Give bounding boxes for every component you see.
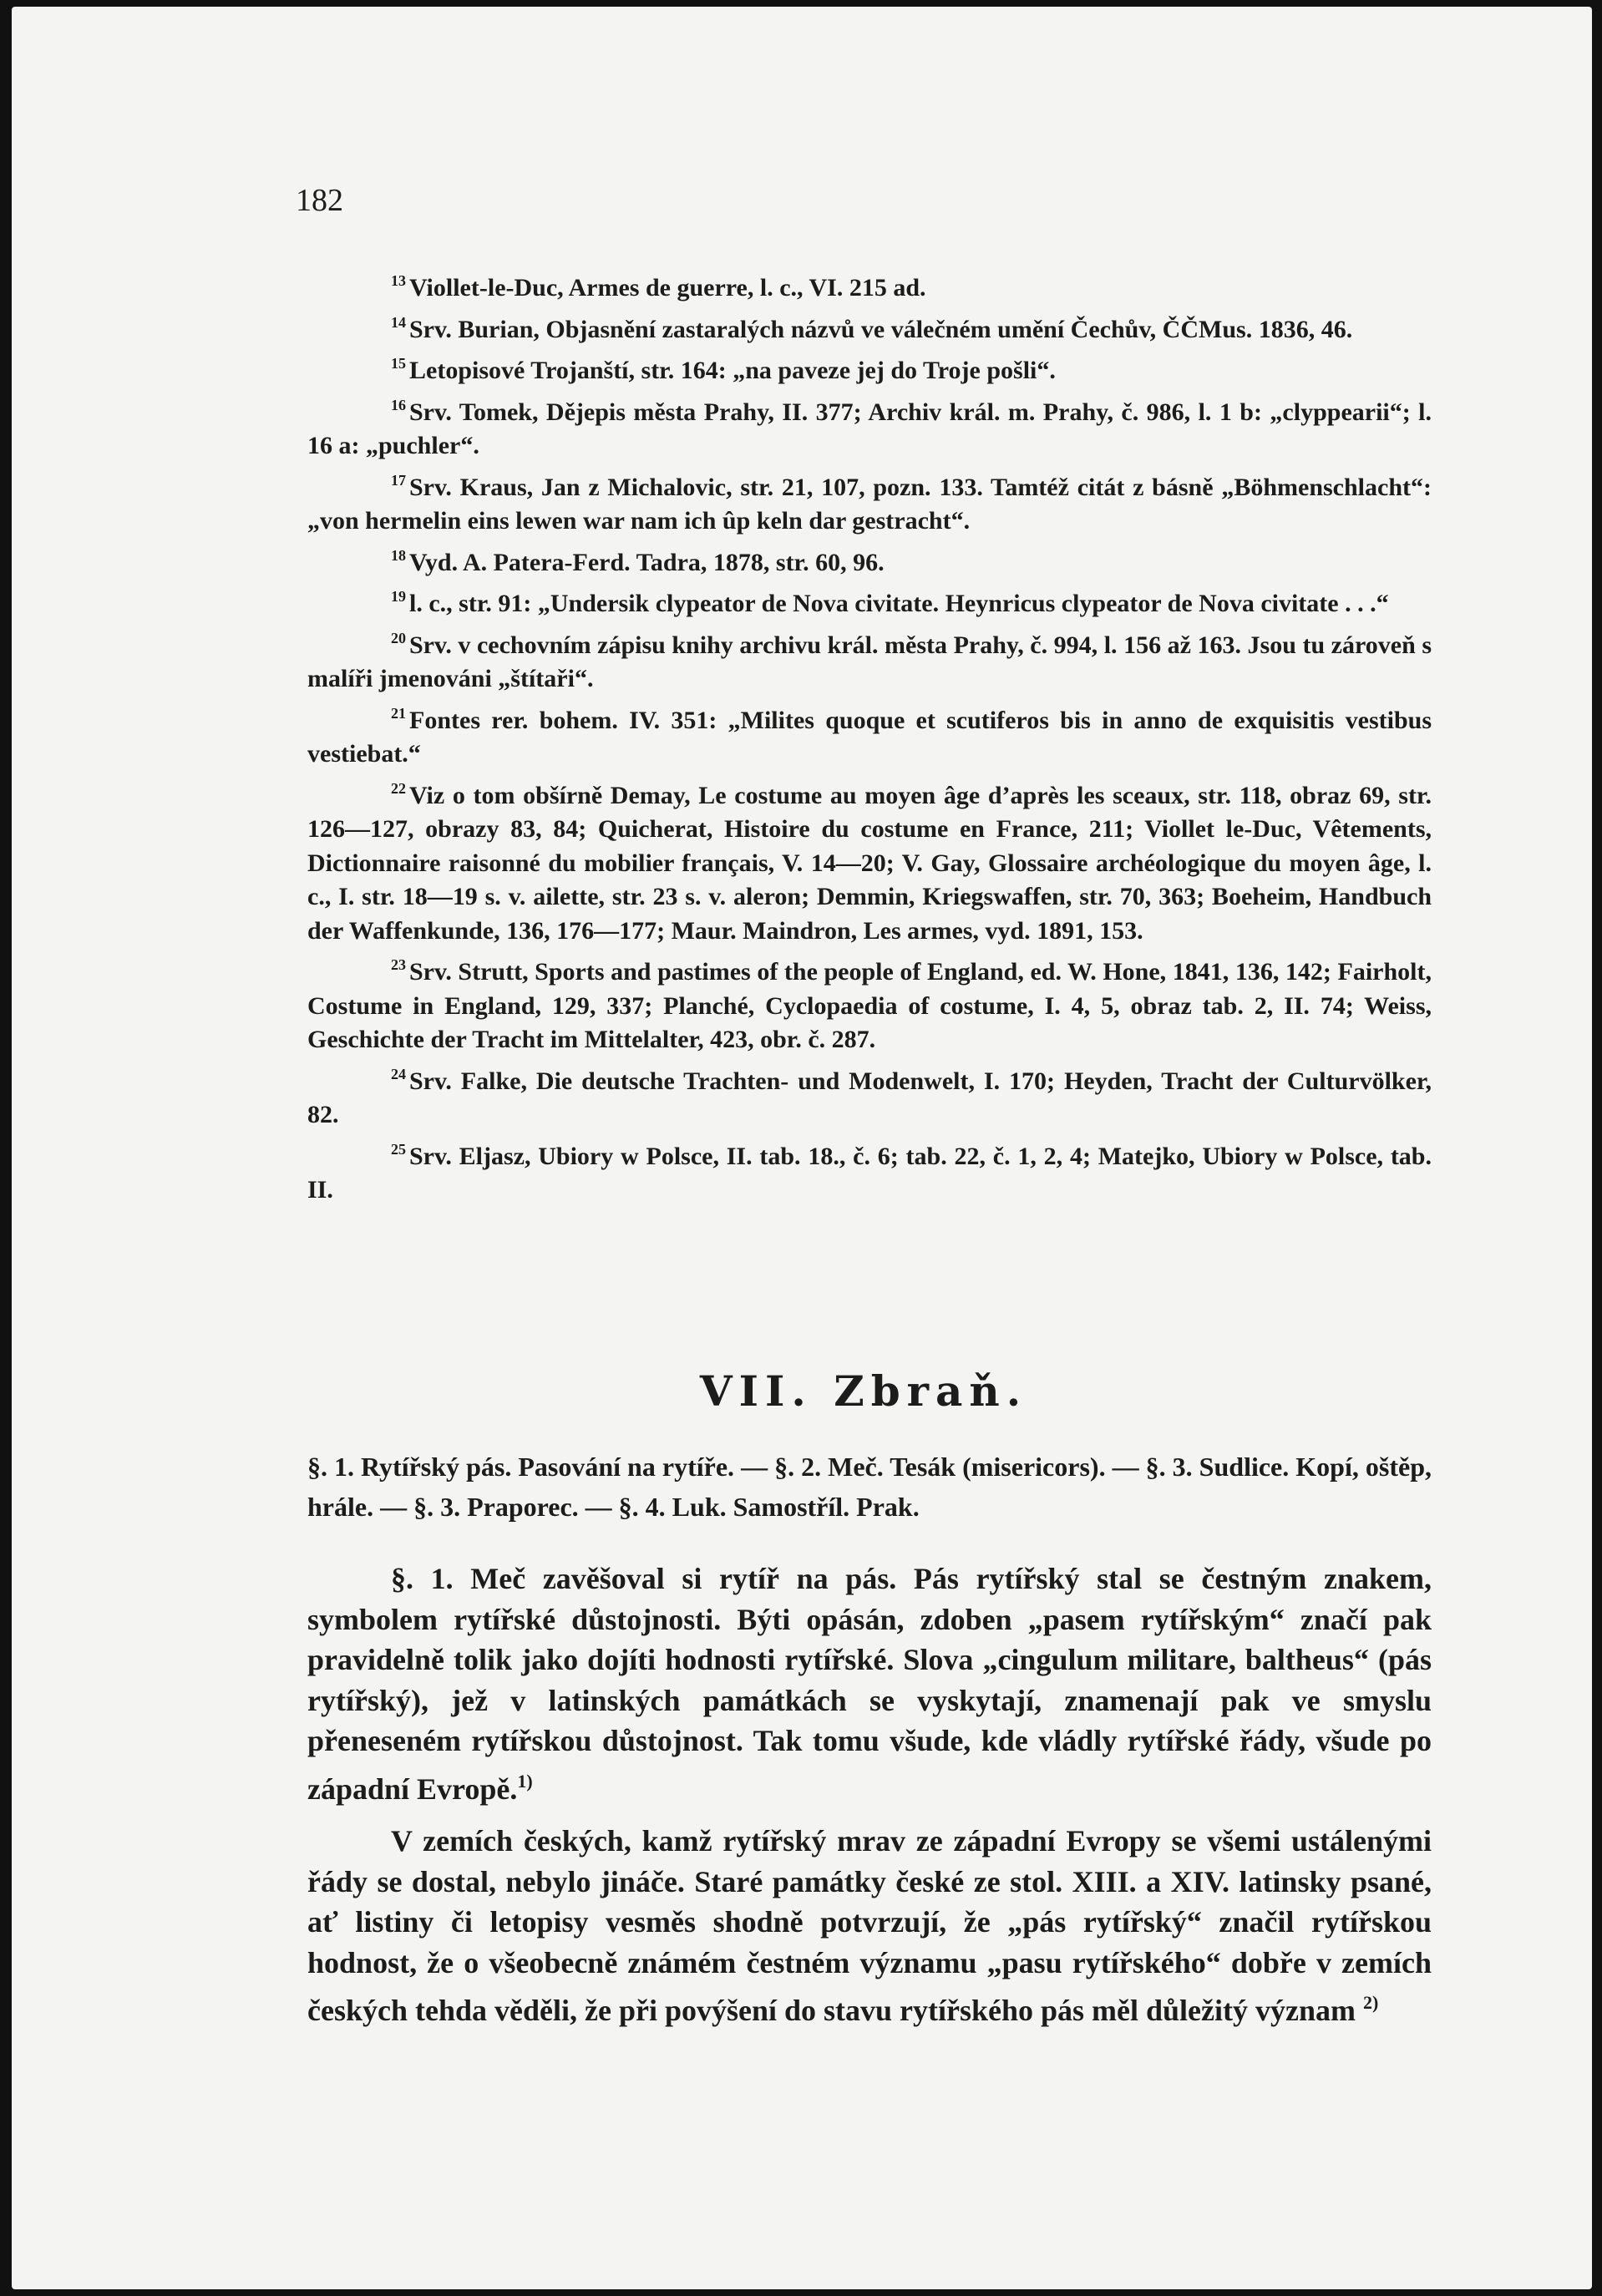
footnote-number: 16 [391, 396, 406, 413]
chapter-heading [296, 1366, 1432, 1416]
footnote [307, 1057, 1432, 1133]
footnote-text: Srv. Tomek, Dějepis města Prahy, II. 377; Archiv král. m. Prahy, č. 986, l. 1 b: „clyppearii“; l. 16 a: „puchler“. [307, 398, 1432, 459]
footnote [307, 388, 1432, 464]
book-page [12, 7, 1592, 2289]
footnote [307, 697, 1432, 772]
footnote-number: 13 [391, 272, 406, 289]
footnote [307, 580, 1432, 621]
footnote [307, 264, 1432, 306]
footnote [307, 464, 1432, 539]
footnote-text: Letopisové Trojanští, str. 164: „na paveze jej do Troje pošli“. [409, 357, 1056, 384]
footnote-ref: 2) [1362, 1992, 1379, 2013]
footnote-text: Srv. Eljasz, Ubiory w Polsce, II. tab. 18., č. 6; tab. 22, č. 1, 2, 4; Matejko, Ubiory w Polsce, tab. II. [307, 1142, 1432, 1204]
paragraph-text: V zemích českých, kamž rytířský mrav ze západní Evropy se všemi ustálenými řády se dostal, nebylo jináče. Staré památky české ze stol. XIII. a XIV. latinsky psané, ať listiny či letopisy vesměs shodně potvrzují, že „pás rytířský“ značil rytířskou hodnost, že o všeobecně známém čestném významu „pasu rytířského“ dobře v zemích českých tehda věděli, že při povýšení do stavu rytířského pás měl důležitý význam [307, 1824, 1432, 2027]
footnote-text: Vyd. A. Patera-Ferd. Tadra, 1878, str. 60, 96. [409, 548, 885, 576]
paragraph [307, 1821, 1432, 2031]
footnote-number: 21 [391, 704, 406, 722]
footnote-ref: 1) [517, 1770, 533, 1792]
footnote-number: 19 [391, 588, 406, 605]
footnote-text: Viollet-le-Duc, Armes de guerre, l. c., VI. 215 ad. [409, 274, 926, 302]
footnote-text: Srv. Kraus, Jan z Michalovic, str. 21, 107, pozn. 133. Tamtéž citát z básně „Böhmenschlacht“: „von hermelin eins lewen war nam ich ûp keln dar gestracht“. [307, 473, 1432, 535]
footnote-text: Viz o tom obšírně Demay, Le costume au moyen âge d’après les sceaux, str. 118, obraz 69, str. 126—127, obrazy 83, 84; Quicherat, Histoire du costume en France, 211; Viollet le-Duc, Vêtements, Dictionnaire raisonné du mobilier français, V. 14—20; V. Gay, Glossaire archéologique du moyen âge, l. c., I. str. 18—19 s. v. ailette, str. 23 s. v. aleron; Demmin, Kriegswaffen, str. 70, 363; Boeheim, Handbuch der Waffenkunde, 136, 176—177; Maur. Maindron, Les armes, vyd. 1891, 153. [307, 781, 1432, 945]
footnote [307, 539, 1432, 580]
paragraph-text: §. 1. Meč zavěšoval si rytíř na pás. Pás rytířský stal se čestným znakem, symbolem rytířské důstojnosti. Býti opásán, zdoben „pasem rytířským“ značí pak pravidelně tolik jako dojíti hodnosti rytířské. Slova „cingulum militare, baltheus“ (pás rytířský), jež v latinských památkách se vyskytají, znamenají pak ve smyslu přeneseném rytířskou důstojnost. Tak tomu všude, kde vládly rytířské řády, všude po západní Evropě. [307, 1562, 1432, 1806]
footnote-text: Srv. Strutt, Sports and pastimes of the people of England, ed. W. Hone, 1841, 136, 142; Fairholt, Costume in England, 129, 337; Planché, Cyclopaedia of costume, I. 4, 5, obraz tab. 2, II. 74; Weiss, Geschichte der Tracht im Mittelalter, 423, obr. č. 287. [307, 958, 1432, 1053]
chapter-title: VII. Zbraň. [699, 1366, 1028, 1416]
paragraph [307, 1559, 1432, 1809]
footnote-number: 18 [391, 546, 406, 564]
footnote [307, 621, 1432, 697]
footnote-number: 24 [391, 1065, 406, 1082]
footnote [307, 1133, 1432, 1208]
footnote-text: Srv. v cechovním zápisu knihy archivu král. města Prahy, č. 994, l. 156 až 163. Jsou tu zároveň s malíři jmenováni „štítaři“. [307, 631, 1432, 692]
footnote-number: 17 [391, 471, 406, 489]
footnote [307, 948, 1432, 1057]
footnote [307, 306, 1432, 347]
footnote-number: 14 [391, 313, 406, 331]
footnote [307, 347, 1432, 388]
footnote-text: Fontes rer. bohem. IV. 351: „Milites quoque et scutiferos bis in anno de exquisitis vestibus vestiebat.“ [307, 706, 1432, 768]
footnote-text: l. c., str. 91: „Undersik clypeator de Nova civitate. Heynricus clypeator de Nova civitate . . .“ [409, 590, 1389, 617]
footnote-number: 20 [391, 629, 406, 646]
footnote-number: 15 [391, 355, 406, 372]
footnote-number: 22 [391, 779, 406, 797]
footnote-number: 23 [391, 956, 406, 973]
page-number: 182 [296, 183, 343, 218]
footnote-number: 25 [391, 1140, 406, 1158]
footnotes [307, 264, 1432, 1208]
chapter-contents: §. 1. Rytířský pás. Pasování na rytíře. — §. 2. Meč. Tesák (misericors). — §. 3. Sudlice. Kopí, oštěp, hrále. — §. 3. Praporec. — §. 4. Luk. Samostříl. Prak. [307, 1452, 1432, 1522]
footnote [307, 772, 1432, 949]
body-text [307, 1559, 1432, 2043]
footnote-text: Srv. Burian, Objasnění zastaralých názvů ve válečném umění Čechův, ČČMus. 1836, 46. [409, 315, 1353, 343]
footnote-text: Srv. Falke, Die deutsche Trachten- und Modenwelt, I. 170; Heyden, Tracht der Culturvölker, 82. [307, 1067, 1432, 1128]
